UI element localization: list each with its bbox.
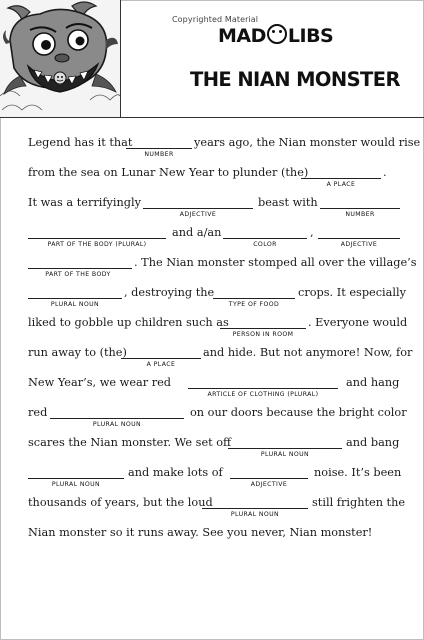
story-text: from the sea on Lunar New Year to plunder (the) <box>28 166 309 179</box>
logo-text-right: LIBS <box>287 25 334 47</box>
blank-plural-noun[interactable] <box>202 508 308 509</box>
story-text: Legend has it that <box>28 136 133 149</box>
blank-caption: PLURAL NOUN <box>51 481 101 488</box>
blank-caption: A PLACE <box>326 181 356 188</box>
blank-caption: A PLACE <box>146 361 176 368</box>
story-text: beast with <box>258 196 318 209</box>
blank-body-part-plural[interactable] <box>28 238 166 239</box>
blank-plural-noun[interactable] <box>28 478 124 479</box>
story-text: . The Nian monster stomped all over the village’s <box>134 256 417 269</box>
story-text: still frighten the <box>312 496 406 509</box>
blank-color[interactable] <box>223 238 307 239</box>
story-text: Nian monster so it runs away. See you never, Nian monster! <box>28 526 373 539</box>
blank-caption: ADJECTIVE <box>250 481 288 488</box>
blank-caption: PLURAL NOUN <box>260 451 310 458</box>
blank-number[interactable] <box>126 148 192 149</box>
blank-caption: ARTICLE OF CLOTHING (PLURAL) <box>207 391 319 398</box>
header-rule <box>0 117 424 118</box>
blank-body-part[interactable] <box>28 268 132 269</box>
blank-person-in-room[interactable] <box>220 328 306 329</box>
blank-adjective[interactable] <box>143 208 253 209</box>
blank-plural-noun[interactable] <box>50 418 184 419</box>
story-text: and bang <box>346 436 400 449</box>
story-text: on our doors because the bright color <box>190 406 407 419</box>
story-text: and hang <box>346 376 400 389</box>
story-text: thousands of years, but the loud <box>28 496 213 509</box>
story-text: . Everyone would <box>308 316 408 329</box>
blank-caption: ADJECTIVE <box>179 211 217 218</box>
blank-caption: PERSON IN ROOM <box>232 331 294 338</box>
blank-caption: TYPE OF FOOD <box>228 301 280 308</box>
story-text: It was a terrifyingly <box>28 196 142 209</box>
story-text: New Year’s, we wear red <box>28 376 172 389</box>
logo-text-left: MAD <box>218 25 266 47</box>
blank-food[interactable] <box>213 298 295 299</box>
page-title: THE NIAN MONSTER <box>190 68 400 91</box>
story-text: run away to (the) <box>28 346 127 359</box>
blank-caption: PLURAL NOUN <box>50 301 100 308</box>
story-text: noise. It’s been <box>314 466 402 479</box>
blank-caption: NUMBER <box>345 211 375 218</box>
blank-caption: PLURAL NOUN <box>92 421 142 428</box>
story-text: , destroying the <box>124 286 215 299</box>
blank-number[interactable] <box>320 208 400 209</box>
blank-place[interactable] <box>301 178 381 179</box>
blank-caption: PLURAL NOUN <box>230 511 280 518</box>
copyright-notice: Copyrighted Material <box>172 15 259 24</box>
blank-caption: COLOR <box>253 241 277 248</box>
story-text: . <box>383 166 387 179</box>
story-text: and hide. But not anymore! Now, for <box>203 346 413 359</box>
blank-plural-noun[interactable] <box>228 448 342 449</box>
blank-caption: PART OF THE BODY (PLURAL) <box>47 241 147 248</box>
blank-caption: NUMBER <box>144 151 174 158</box>
blank-clothing-plural[interactable] <box>188 388 338 389</box>
story-text: and make lots of <box>128 466 223 479</box>
story-text: years ago, the Nian monster would rise <box>194 136 421 149</box>
blank-place[interactable] <box>121 358 201 359</box>
story-text: , <box>310 226 314 239</box>
story-text: red <box>28 406 48 419</box>
story-text: crops. It especially <box>298 286 407 299</box>
story-text: scares the Nian monster. We set off <box>28 436 232 449</box>
blank-adjective[interactable] <box>230 478 308 479</box>
blank-adjective[interactable] <box>318 238 400 239</box>
header-divider <box>120 0 121 118</box>
nian-monster-illustration <box>0 0 120 117</box>
story-text: liked to gobble up children such as <box>28 316 229 329</box>
logo-face-icon <box>267 24 287 44</box>
mad-libs-logo <box>218 24 333 47</box>
story-text: and a/an <box>172 226 222 239</box>
blank-caption: PART OF THE BODY <box>45 271 111 278</box>
blank-caption: ADJECTIVE <box>340 241 378 248</box>
blank-plural-noun[interactable] <box>28 298 122 299</box>
